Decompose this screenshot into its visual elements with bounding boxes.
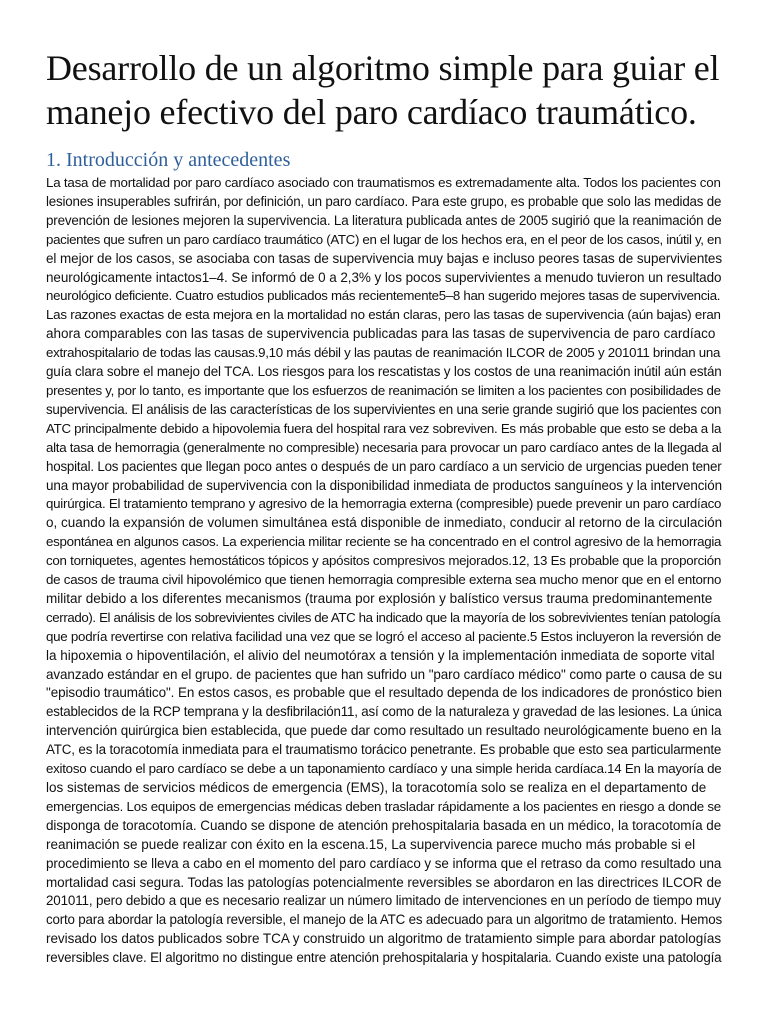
text-line: exitoso cuando el paro cardíaco se debe a un taponamiento cardíaco y una simple herida cardíaca.14 En la mayoría de xyxy=(46,761,722,777)
page-title xyxy=(46,46,732,134)
text-line: guía clara sobre el manejo del TCA. Los riesgos para los rescatistas y los costos de una reanimación inútil aún están xyxy=(46,364,722,380)
title-line: Desarrollo de un algoritmo simple para guiar el xyxy=(46,48,720,88)
text-line: procedimiento se lleva a cabo en el momento del paro cardíaco y se informa que el retraso da como resultado una xyxy=(46,855,722,871)
text-line: quirúrgica. El tratamiento temprano y agresivo de la hemorragia externa (compresible) puede prevenir un paro cardíaco xyxy=(46,496,722,512)
text-line: la hipoxemia o hipoventilación, el alivio del neumotórax a tensión y la implementación inmediata de soporte vital xyxy=(46,647,715,663)
text-line: "episodio traumático". En estos casos, es probable que el resultado dependa de los indicadores de pronóstico bien xyxy=(46,685,722,701)
text-line: emergencias. Los equipos de emergencias médicas deben trasladar rápidamente a los pacientes en riesgo a donde se xyxy=(46,798,721,814)
text-line: establecidos de la RCP temprana y la desfibrilación11, así como de la naturaleza y gravedad de las lesiones. La única xyxy=(46,704,722,720)
text-line: intervención quirúrgica bien establecida, que puede dar como resultado un resultado neurológicamente bueno en la xyxy=(46,723,722,739)
text-line: los sistemas de servicios médicos de emergencia (EMS), la toracotomía solo se realiza en el departamento de xyxy=(46,780,707,795)
text-line: corto para abordar la patología reversible, el manejo de la ATC es adecuado para un algoritmo de tratamiento. Hemos xyxy=(46,912,722,928)
text-line: reversibles clave. El algoritmo no distingue entre atención prehospitalaria y hospitalaria. Cuando existe una patología xyxy=(46,950,722,966)
text-line: neurológico deficiente. Cuatro estudios publicados más recientemente5–8 han sugerido mejores tasas de supervivencia. xyxy=(46,288,721,304)
text-line: espontánea en algunos casos. La experiencia militar reciente se ha concentrado en el control agresivo de la hemorragia xyxy=(46,534,722,550)
text-line: reanimación se puede realizar con éxito en la escena.15, La supervivencia parece mucho más probable si el xyxy=(46,836,696,852)
text-line: neurológicamente intactos1–4. Se informó de 0 a 2,3% y los pocos supervivientes a menudo tuvieron un resultado xyxy=(46,269,722,285)
text-line: extrahospitalario de todas las causas.9,10 más débil y las pautas de reanimación ILCOR de 2005 y 201011 brindan una xyxy=(46,345,721,361)
text-line: cerrado). El análisis de los sobrevivientes civiles de ATC ha indicado que la mayoría de los sobrevivientes tenían patología xyxy=(46,609,721,625)
text-line: mortalidad casi segura. Todas las patologías potencialmente reversibles se abordaron en las directrices ILCOR de xyxy=(46,874,722,890)
text-line: que podría revertirse con relativa facilidad una vez que se logró el acceso al paciente.5 Estos incluyeron la reversión de xyxy=(46,628,722,644)
title-line: manejo efectivo del paro cardíaco traumático. xyxy=(46,92,697,132)
body-paragraph xyxy=(46,174,722,968)
text-line: ATC, es la toracotomía inmediata para el traumatismo torácico penetrante. Es probable que esto sea particularmente xyxy=(46,742,722,758)
text-line: pacientes que sufren un paro cardíaco traumático (ATC) en el lugar de los hechos era, en el peor de los casos, inútil y, en xyxy=(46,231,722,247)
text-line: hospital. Los pacientes que llegan poco antes o después de un paro cardíaco a un servicio de urgencias pueden tener xyxy=(46,458,722,474)
text-line: 201011, pero debido a que es necesario realizar un número limitado de intervenciones en un período de tiempo muy xyxy=(46,893,721,909)
text-line: ahora comparables con las tasas de supervivencia publicadas para las tasas de supervivencia de paro cardíaco xyxy=(46,326,716,342)
text-line: presentes y, por lo tanto, es importante que los esfuerzos de reanimación se limiten a los pacientes con posibilidades de xyxy=(46,382,721,398)
text-line: militar debido a los diferentes mecanismos (trauma por explosión y balístico versus trauma predominantemente xyxy=(46,590,713,606)
text-line: el mejor de los casos, se asociaba con tasas de supervivencia muy bajas e incluso peores tasas de supervivientes xyxy=(46,250,722,266)
text-line: avanzado estándar en el grupo. de pacientes que han sufrido un "paro cardíaco médico" como parte o causa de su xyxy=(46,666,722,682)
text-line: Las razones exactas de esta mejora en la mortalidad no están claras, pero las tasas de supervivencia (aún bajas) eran xyxy=(46,307,721,323)
text-line: una mayor probabilidad de supervivencia con la disponibilidad inmediata de productos sanguíneos y la intervención xyxy=(46,477,722,493)
text-line: revisado los datos publicados sobre TCA y construido un algoritmo de tratamiento simple para abordar patologías xyxy=(46,931,722,947)
text-line: con torniquetes, agentes hemostáticos tópicos y apósitos compresivos mejorados.12, 13 Es probable que la proporción xyxy=(46,553,721,569)
text-line: de casos de trauma civil hipovolémico que tienen hemorragia compresible externa sea mucho menor que en el entorno xyxy=(46,572,722,588)
section-heading: 1. Introducción y antecedentes xyxy=(46,149,291,171)
text-line: disponga de toracotomía. Cuando se dispone de atención prehospitalaria basada en un médico, la toracotomía de xyxy=(46,817,722,833)
text-line: supervivencia. El análisis de las características de los supervivientes en una serie grande sugirió que los pacientes con xyxy=(46,401,722,417)
text-line: o, cuando la expansión de volumen simultánea está disponible de inmediato, conducir al retorno de la circulación xyxy=(46,515,722,531)
text-line: alta tasa de hemorragia (generalmente no compresible) necesaria para provocar un paro cardíaco antes de la llegada al xyxy=(46,439,722,455)
text-line: prevención de lesiones mejoren la supervivencia. La literatura publicada antes de 2005 sugirió que la reanimación de xyxy=(46,212,722,228)
text-line: ATC principalmente debido a hipovolemia fuera del hospital rara vez sobreviven. Es más probable que esto se deba a la xyxy=(46,420,722,436)
text-line: La tasa de mortalidad por paro cardíaco asociado con traumatismos es extremadamente alta. Todos los pacientes con xyxy=(46,175,721,190)
text-line: lesiones insuperables sufrirán, por definición, un paro cardíaco. Para este grupo, es probable que solo las medidas de xyxy=(46,193,722,209)
